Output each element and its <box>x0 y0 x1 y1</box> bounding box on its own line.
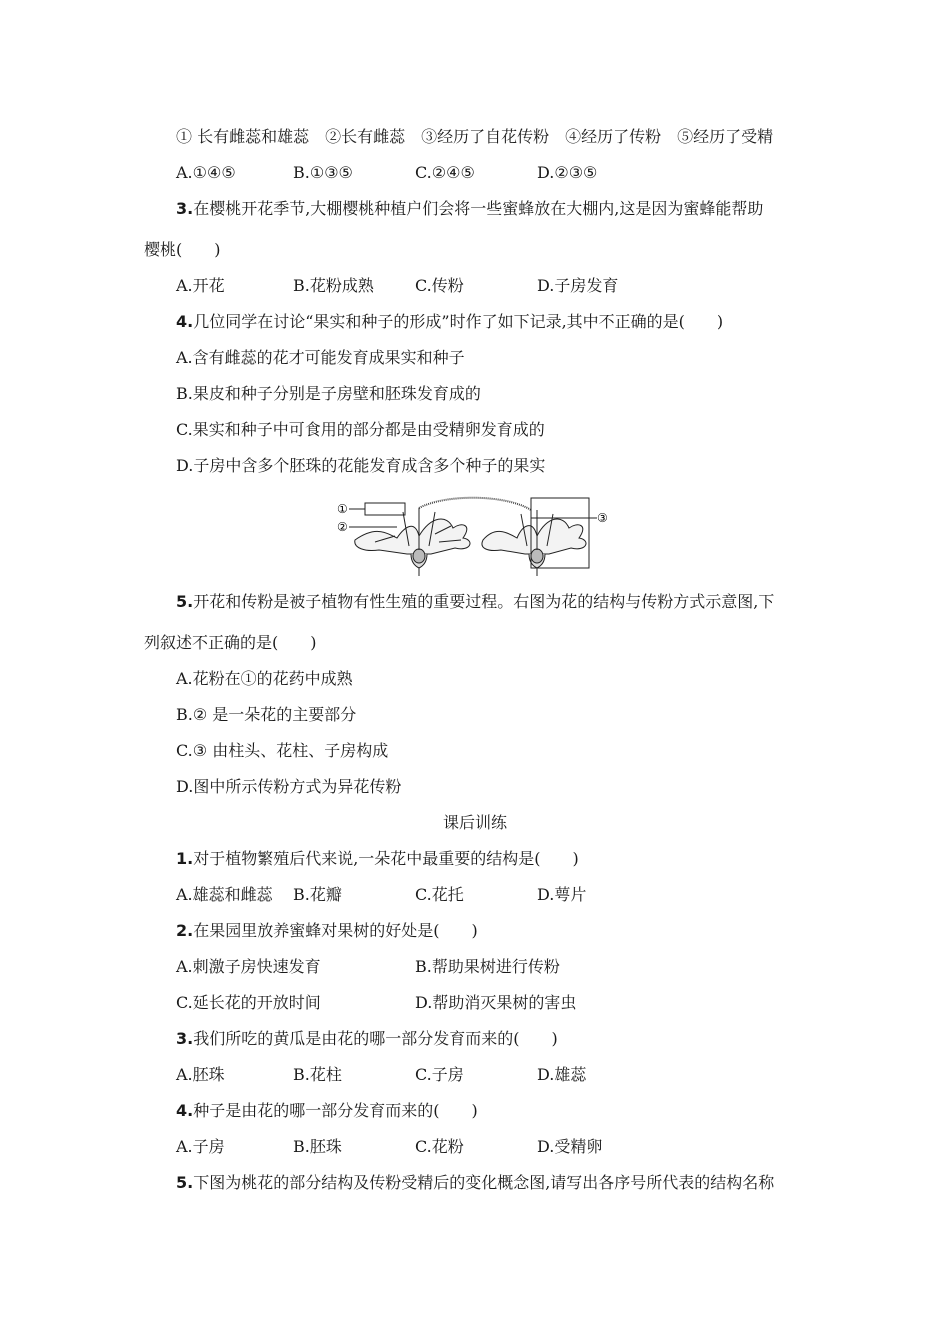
q2-option-b: B.①③⑤ <box>293 163 353 182</box>
h1-number: 1. <box>176 849 194 868</box>
figure-label-1: ① <box>337 502 348 516</box>
h3-number: 3. <box>176 1029 194 1048</box>
h4-option-b: B.胚珠 <box>293 1137 342 1156</box>
q3-stem-line1: 3.在樱桃开花季节,大棚樱桃种植户们会将一些蜜蜂放在大棚内,这是因为蜜蜂能帮助 <box>176 199 764 218</box>
flower-pollination-figure <box>335 496 615 576</box>
q2-items: ① 长有雌蕊和雄蕊 ②长有雌蕊 ③经历了自花传粉 ④经历了传粉 ⑤经历了受精 <box>176 127 774 146</box>
q4-option-d: D.子房中含多个胚珠的花能发育成含多个种子的果实 <box>176 456 546 475</box>
h1-option-d: D.萼片 <box>537 885 587 904</box>
h3-option-c: C.子房 <box>415 1065 464 1084</box>
h3-option-a: A.胚珠 <box>176 1065 225 1084</box>
section-title: 课后训练 <box>442 813 507 832</box>
q3-number: 3. <box>176 199 194 218</box>
h1-option-c: C.花托 <box>415 885 464 904</box>
h5-stem: 5.下图为桃花的部分结构及传粉受精后的变化概念图,请写出各序号所代表的结构名称 <box>176 1173 775 1192</box>
q4-number: 4. <box>176 312 194 331</box>
h1-stem: 1.对于植物繁殖后代来说,一朵花中最重要的结构是( ) <box>176 849 579 868</box>
q2-option-a: A.①④⑤ <box>176 163 236 182</box>
h2-option-a: A.刺激子房快速发育 <box>176 957 321 976</box>
figure-label-2: ② <box>337 520 348 534</box>
q3-stem-line2: 樱桃( ) <box>144 240 221 259</box>
q5-stem-line1: 5.开花和传粉是被子植物有性生殖的重要过程。右图为花的结构与传粉方式示意图,下 <box>176 592 775 611</box>
h4-stem: 4.种子是由花的哪一部分发育而来的( ) <box>176 1101 478 1120</box>
h3-stem: 3.我们所吃的黄瓜是由花的哪一部分发育而来的( ) <box>176 1029 558 1048</box>
right-flower-icon <box>482 510 586 576</box>
h3-option-b: B.花柱 <box>293 1065 342 1084</box>
h4-option-a: A.子房 <box>176 1137 225 1156</box>
figure-label-3: ③ <box>597 511 608 525</box>
q3-option-a: A.开花 <box>176 276 225 295</box>
q4-option-a: A.含有雌蕊的花才可能发育成果实和种子 <box>176 348 465 367</box>
h5-number: 5. <box>176 1173 194 1192</box>
h2-option-d: D.帮助消灭果树的害虫 <box>415 993 577 1012</box>
q4-option-b: B.果皮和种子分别是子房壁和胚珠发育成的 <box>176 384 481 403</box>
q4-option-c: C.果实和种子中可食用的部分都是由受精卵发育成的 <box>176 420 545 439</box>
q5-option-c: C.③ 由柱头、花柱、子房构成 <box>176 741 389 760</box>
h2-stem: 2.在果园里放养蜜蜂对果树的好处是( ) <box>176 921 478 940</box>
q5-option-a: A.花粉在①的花药中成熟 <box>176 669 353 688</box>
pollen-path <box>419 498 531 510</box>
q2-option-d: D.②③⑤ <box>537 163 598 182</box>
q5-number: 5. <box>176 592 194 611</box>
q5-stem-line2: 列叙述不正确的是( ) <box>144 633 317 652</box>
h4-number: 4. <box>176 1101 194 1120</box>
left-flower-icon <box>355 508 470 576</box>
h1-option-a: A.雄蕊和雌蕊 <box>176 885 273 904</box>
h1-option-b: B.花瓣 <box>293 885 342 904</box>
q5-option-b: B.② 是一朵花的主要部分 <box>176 705 357 724</box>
h3-option-d: D.雄蕊 <box>537 1065 587 1084</box>
q5-option-d: D.图中所示传粉方式为异花传粉 <box>176 777 402 796</box>
h4-option-c: C.花粉 <box>415 1137 464 1156</box>
h2-option-c: C.延长花的开放时间 <box>176 993 321 1012</box>
h2-option-b: B.帮助果树进行传粉 <box>415 957 560 976</box>
q3-option-b: B.花粉成熟 <box>293 276 374 295</box>
q2-option-c: C.②④⑤ <box>415 163 475 182</box>
q3-option-d: D.子房发育 <box>537 276 619 295</box>
q4-stem: 4.几位同学在讨论“果实和种子的形成”时作了如下记录,其中不正确的是( ) <box>176 312 724 331</box>
q3-option-c: C.传粉 <box>415 276 464 295</box>
h4-option-d: D.受精卵 <box>537 1137 603 1156</box>
h2-number: 2. <box>176 921 194 940</box>
